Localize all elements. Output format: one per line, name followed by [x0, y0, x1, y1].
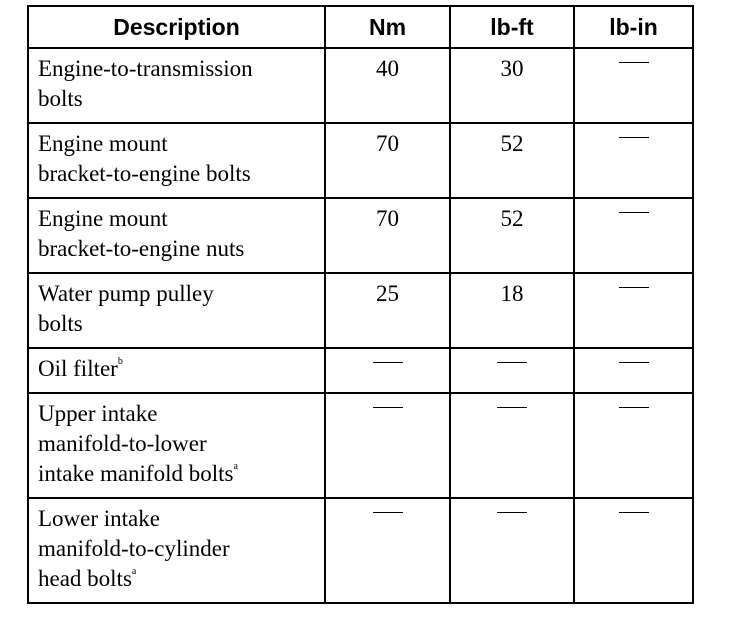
description-cell	[28, 393, 325, 498]
table-row	[28, 393, 693, 498]
nm-cell	[325, 498, 450, 603]
table-body	[28, 48, 693, 603]
footnote-marker: a	[233, 461, 238, 473]
description-line: bolts	[38, 311, 83, 336]
em-dash	[619, 407, 649, 409]
lbft-cell	[450, 48, 574, 123]
nm-value: 40	[376, 56, 399, 81]
lbft-cell	[450, 393, 574, 498]
description-line: bracket-to-engine bolts	[38, 161, 251, 186]
nm-cell	[325, 273, 450, 348]
lbft-cell	[450, 123, 574, 198]
description-line: manifold-to-cylinder	[38, 536, 230, 561]
nm-cell	[325, 198, 450, 273]
header-description: Description	[28, 6, 325, 48]
table-row	[28, 198, 693, 273]
em-dash	[619, 62, 649, 64]
nm-value: 70	[376, 131, 399, 156]
em-dash	[373, 512, 403, 514]
description-line: bolts	[38, 86, 83, 111]
footnote-marker: b	[117, 356, 123, 368]
nm-cell	[325, 348, 450, 393]
lbft-cell	[450, 348, 574, 393]
lbin-cell	[574, 273, 693, 348]
lbft-cell	[450, 498, 574, 603]
description-cell	[28, 273, 325, 348]
header-lbft: lb-ft	[450, 6, 574, 48]
description-line: Oil filter	[38, 356, 118, 381]
lbft-cell	[450, 198, 574, 273]
torque-specifications-table	[27, 5, 694, 604]
lbft-value: 52	[500, 131, 524, 156]
nm-cell	[325, 48, 450, 123]
table-row	[28, 48, 693, 123]
em-dash	[619, 362, 649, 364]
table-row	[28, 273, 693, 348]
description-line: Upper intake	[38, 401, 158, 426]
nm-cell	[325, 123, 450, 198]
em-dash	[373, 362, 403, 364]
description-cell	[28, 48, 325, 123]
description-line: Engine mount	[38, 206, 168, 231]
description-line: manifold-to-lower	[38, 431, 207, 456]
em-dash	[497, 512, 527, 514]
description-line: Engine mount	[38, 131, 168, 156]
em-dash	[497, 407, 527, 409]
lbin-cell	[574, 348, 693, 393]
em-dash	[619, 137, 649, 139]
em-dash	[619, 512, 649, 514]
lbft-value: 30	[500, 56, 524, 81]
header-row	[28, 6, 693, 48]
lbft-cell	[450, 273, 574, 348]
em-dash	[373, 407, 403, 409]
description-cell	[28, 498, 325, 603]
description-line: Lower intake	[38, 506, 160, 531]
description-line: Engine-to-transmission	[38, 56, 253, 81]
lbin-cell	[574, 393, 693, 498]
table-row	[28, 123, 693, 198]
lbin-cell	[574, 123, 693, 198]
description-cell	[28, 123, 325, 198]
nm-cell	[325, 393, 450, 498]
lbin-cell	[574, 48, 693, 123]
footnote-marker: a	[131, 566, 137, 578]
nm-value: 70	[376, 206, 399, 231]
description-cell	[28, 348, 325, 393]
lbft-value: 52	[500, 206, 524, 231]
description-cell	[28, 198, 325, 273]
lbin-cell	[574, 498, 693, 603]
table-row	[28, 498, 693, 603]
nm-value: 25	[376, 281, 399, 306]
table-row	[28, 348, 693, 393]
description-line: bracket-to-engine nuts	[38, 236, 245, 261]
lbft-value: 18	[500, 281, 524, 306]
em-dash	[619, 212, 649, 214]
description-line: Water pump pulley	[38, 281, 214, 306]
header-nm: Nm	[325, 6, 450, 48]
em-dash	[619, 287, 649, 289]
description-line: head bolts	[38, 566, 132, 591]
em-dash	[497, 362, 527, 364]
header-lbin: lb-in	[574, 6, 693, 48]
lbin-cell	[574, 198, 693, 273]
description-line: intake manifold bolts	[38, 461, 234, 486]
